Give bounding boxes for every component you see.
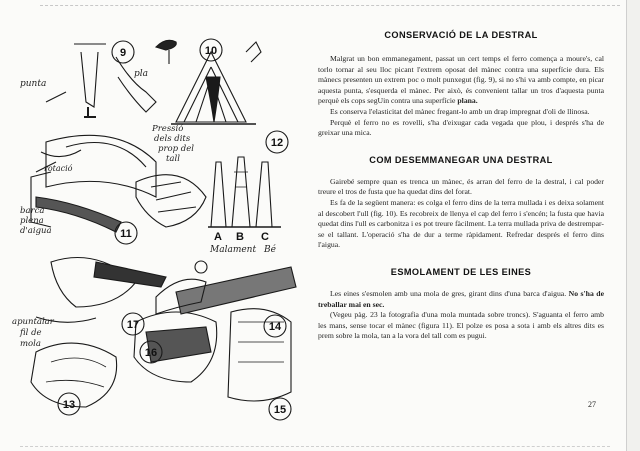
- label-punta: punta: [20, 79, 47, 89]
- figure-12-blade-profiles: [208, 157, 281, 227]
- tool-illustration-plate: [6, 22, 302, 444]
- label-profile-b: B: [236, 231, 244, 243]
- label-pressio-4: tall: [166, 154, 180, 164]
- label-pressio-3: prop del: [158, 144, 194, 154]
- figure-number-16: 16: [144, 347, 158, 359]
- label-apuntalar-3: mola: [20, 339, 41, 349]
- bottom-edge-line: [20, 446, 610, 448]
- section-title-desemmanegar: COM DESEMMANEGAR UNA DESTRAL: [369, 154, 553, 165]
- figure-number-11: 11: [120, 228, 132, 240]
- paragraph-esmolament-2: (Vegeu pàg. 23 la fotografia d'una mola muntada sobre troncs). S'aguanta el ferro amb les mans, sense tocar el mànec (figura 11). El polze es posa a sota i amb els altres dits es prem sobre la mola, tan a la vora del tall com es pugui.: [318, 310, 604, 341]
- section-title-conservacio: CONSERVACIÓ DE LA DESTRAL: [384, 30, 538, 40]
- top-edge-line: [40, 5, 620, 7]
- figure-15-holder: [228, 309, 291, 401]
- paragraph-desemmanegar-2: Es fa de la següent manera: es colga el ferro dins de la terra mullada i es deixa solament al descobert l'ull (fig. 10). Es recobreix de llenya el cap del ferro i s'encén; la fusta que havia quedat dins l'ull es carbonitza i es pot treure fàcilment. La terra mullada priva de destrempar-se el tallant. L'operació s'ha de dur a terme ràpidament. Refredar després el ferro dins l'aigua.: [318, 197, 604, 250]
- label-pla: pla: [134, 69, 149, 79]
- figure-number-9: 9: [119, 47, 127, 59]
- bold-plana: plana.: [457, 96, 478, 106]
- label-rotacio: rotació: [44, 164, 73, 173]
- figure-number-14: 14: [268, 321, 282, 333]
- section-title-esmolament: ESMOLAMENT DE LES EINES: [390, 266, 532, 277]
- label-pressio-1: Pressió: [152, 124, 184, 134]
- label-pressio-2: dels dits: [154, 134, 191, 144]
- paragraph-conservacio-2: Es conserva l'elasticitat del mànec fregant-lo amb un drap impregnat d'oli de llinosa.: [330, 106, 590, 116]
- paragraph-esmolament-1: [318, 289, 604, 310]
- figure-number-15: 15: [273, 404, 287, 416]
- figure-number-17: 17: [126, 319, 140, 331]
- bold-warning: No s'ha de treballar mai en sec.: [318, 288, 604, 309]
- paragraph-desemmanegar-1: Gairebé sempre quan es trenca un mànec, és arran del ferro de la destral, i cal poder treure el tros de fusta que ha quedat dins del forat.: [318, 176, 604, 197]
- label-apuntalar-2: fil de: [20, 328, 42, 338]
- label-be: Bé: [264, 245, 276, 255]
- paragraph-conservacio-3: Perquè el ferro no es rovelli, s'ha d'eixugar cada vegada que plou, i després s'ha de greixar una mica.: [318, 117, 604, 138]
- figure-14-whetstone: [156, 261, 296, 314]
- label-barca-3: d'aigua: [20, 226, 52, 236]
- label-barca-2: plena: [20, 216, 44, 226]
- label-malament: Malament: [210, 245, 257, 255]
- page-number: 27: [588, 400, 596, 409]
- figure-number-10: 10: [204, 45, 218, 57]
- figure-13-stone: [31, 343, 117, 407]
- paragraph-esmolament-1-text: Les eines s'esmolen amb una mola de gres, girant dins d'una barca d'aigua.: [330, 288, 567, 298]
- label-apuntalar-1: apuntalar: [12, 317, 54, 327]
- figure-number-13: 13: [62, 399, 76, 411]
- label-barca-1: barca: [20, 206, 45, 216]
- label-profile-a: A: [214, 231, 222, 243]
- figure-number-12: 12: [270, 137, 284, 149]
- text-column: [318, 30, 604, 342]
- paragraph-conservacio-1: Malgrat un bon emmanegament, passat un cert temps el ferro comença a moure's, cal torlo tornar al seu lloc picant l'extrem oposat del mànec contra una superfície dura. Els mànecs presenten un extrem poc o molt punxegut (fig. 9), si no s'hi va amb compte, en picar aquesta punta, s'esquerda el mànec. Per això, és convenient tallar un tros d'aquesta punta perquè els cops segUin contra una superfície plana.: [318, 54, 604, 106]
- page-edge: [626, 0, 640, 451]
- label-profile-c: C: [261, 231, 269, 243]
- figure-9-handles: [46, 40, 176, 117]
- figure-17-axe: [36, 258, 166, 323]
